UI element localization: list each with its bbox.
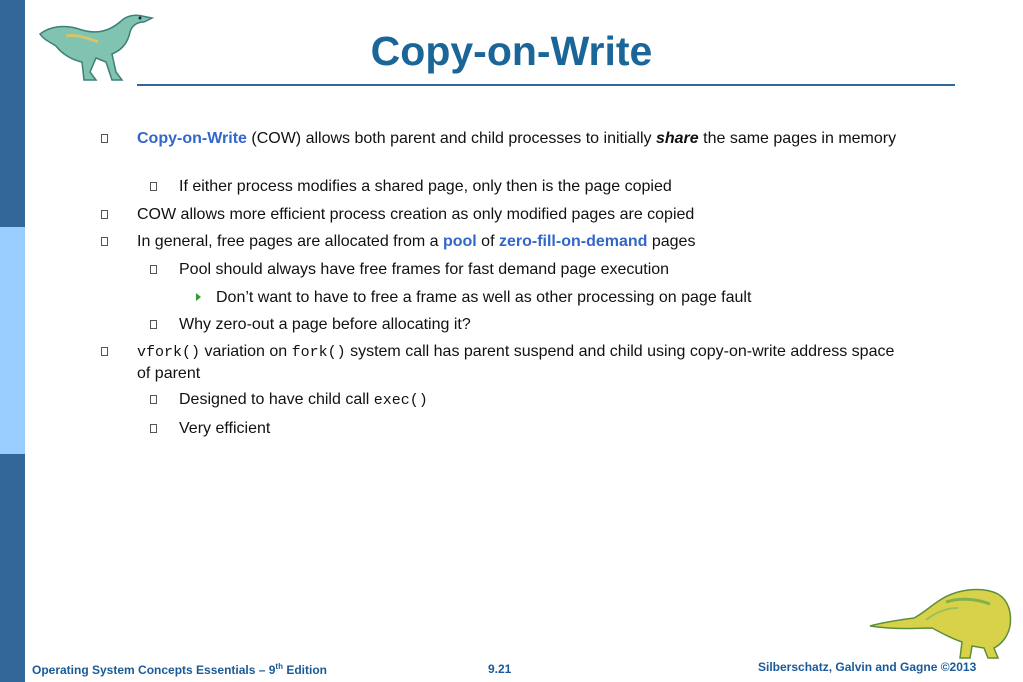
bullet-text: the same pages in memory	[698, 130, 897, 147]
bullet-text: Pool should always have free frames for fast demand page execution	[179, 261, 670, 278]
emphasis-share: share	[655, 130, 699, 147]
footer-edition-text: Edition	[282, 663, 327, 677]
footer-superscript: th	[275, 662, 283, 671]
footer-book-title	[32, 662, 327, 677]
sub-bullet-very-efficient	[179, 418, 899, 439]
bullet-text: Designed to have child call	[179, 391, 374, 408]
bullet-text: pages	[647, 233, 696, 250]
bullet-cow-efficiency	[137, 204, 907, 225]
bullet-vfork	[137, 341, 907, 384]
bullet-icon	[101, 134, 108, 143]
sub-bullet-shared-page	[179, 176, 899, 197]
sub-bullet-pool-frames	[179, 259, 899, 280]
sub-bullet-zero-out	[179, 314, 899, 335]
bullet-text: Very efficient	[179, 420, 271, 437]
bullet-icon	[101, 347, 108, 356]
keyword-copy-on-write: Copy-on-Write	[137, 130, 247, 147]
slide-title: Copy-on-Write	[370, 28, 653, 74]
bullet-icon	[150, 182, 157, 191]
bullet-icon	[150, 320, 157, 329]
sub-bullet-exec	[179, 389, 899, 411]
side-bar	[0, 0, 25, 682]
bullet-icon	[150, 424, 157, 433]
bullet-free-pages	[137, 231, 907, 252]
keyword-pool: pool	[442, 233, 477, 250]
bullet-text: In general, free pages are allocated from a	[137, 233, 443, 250]
bullet-text: If either process modifies a shared page, only then is the page copied	[179, 178, 672, 195]
bullet-text: of	[476, 233, 499, 250]
bullet-text: COW allows more efficient process creation as only modified pages are copied	[137, 206, 695, 223]
bullet-icon	[101, 237, 108, 246]
bullet-icon	[150, 395, 157, 404]
sub-sub-bullet-page-fault	[216, 287, 916, 308]
keyword-zero-fill-on-demand: zero-fill-on-demand	[498, 233, 648, 250]
bullet-text: Why zero-out a page before allocating it?	[179, 316, 471, 333]
code-vfork: vfork()	[137, 344, 201, 361]
triangle-bullet-icon	[196, 293, 201, 301]
bullet-text: (COW) allows both parent and child processes to initially	[246, 130, 656, 147]
title-rule	[137, 84, 955, 86]
bullet-icon	[150, 265, 157, 274]
footer-page-number: 9.21	[488, 662, 512, 676]
footer-book-text: Operating System Concepts Essentials – 9	[32, 663, 276, 677]
dinosaur-logo-bottom	[866, 582, 1016, 664]
bullet-text: Don’t want to have to free a frame as well as other processing on page fault	[216, 289, 752, 306]
bullet-text: variation on	[200, 343, 292, 360]
code-exec: exec()	[373, 392, 428, 409]
bullet-text: system call has parent suspend and child using copy-on-write address space of parent	[137, 343, 895, 382]
bullet-cow-definition	[137, 128, 907, 149]
bullet-icon	[101, 210, 108, 219]
footer-authors: Silberschatz, Galvin and Gagne ©2013	[758, 660, 977, 674]
side-bar-highlight	[0, 227, 25, 454]
code-fork: fork()	[291, 344, 346, 361]
